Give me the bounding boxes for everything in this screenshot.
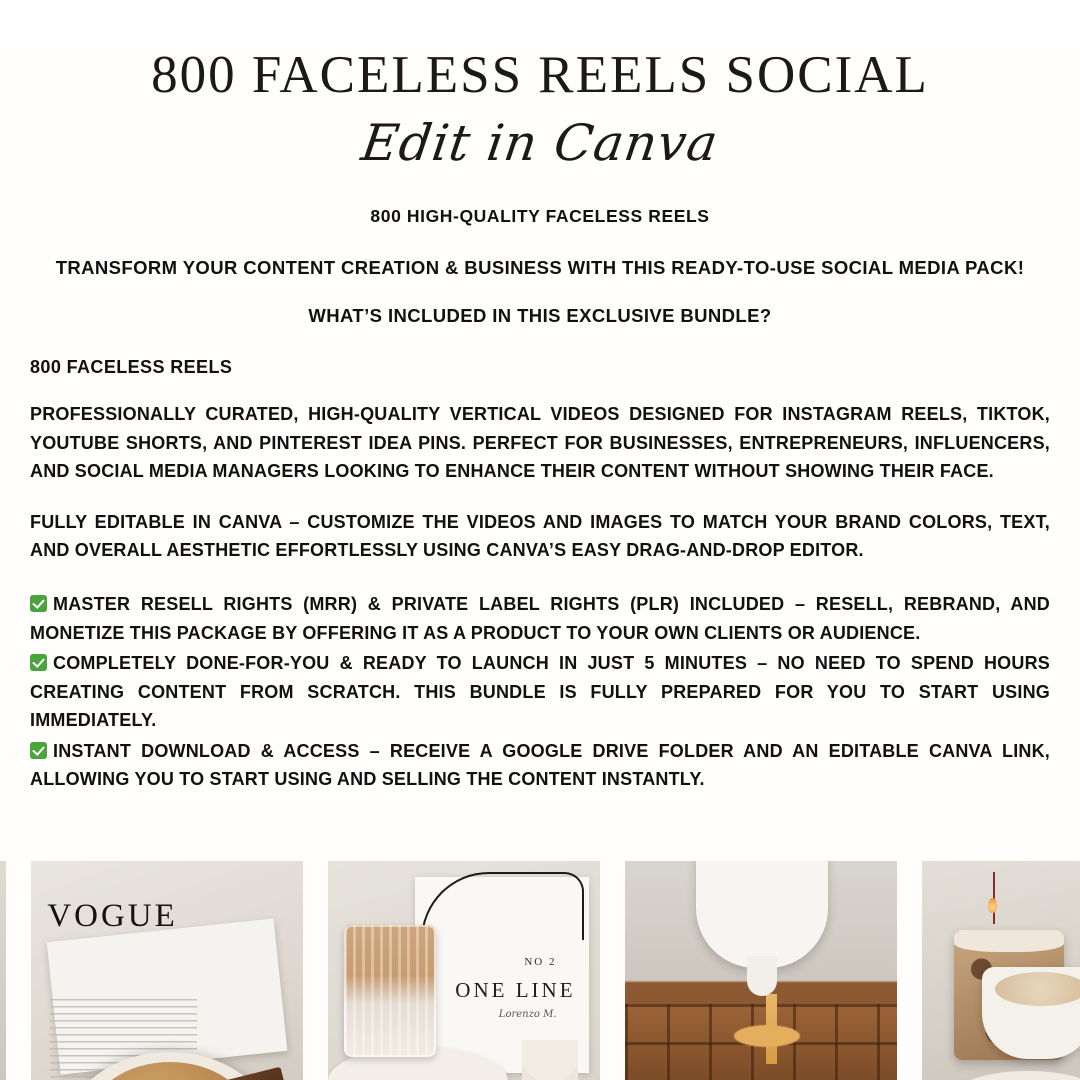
list-item-text: COMPLETELY DONE-FOR-YOU & READY TO LAUNCH IN JUST 5 MINUTES – NO NEED TO SPEND HOURS CREATING CONTENT FROM SCRATCH. THIS BUNDLE IS FULLY PREPARED FOR YOU TO START USING IMMEDIATELY. bbox=[30, 653, 1050, 731]
page-title: 800 FACELESS REELS SOCIAL bbox=[151, 46, 929, 104]
page-subtitle-script: Edit in Canva bbox=[357, 114, 723, 173]
section-heading: 800 FACELESS REELS bbox=[30, 357, 233, 378]
paragraph-1: PROFESSIONALLY CURATED, HIGH-QUALITY VERTICAL VIDEOS DESIGNED FOR INSTAGRAM REELS, TIKTOK, YOUTUBE SHORTS, AND PINTEREST IDEA PINS. PERFECT FOR BUSINESSES, ENTREPRENEURS, INFLUENCERS, AND SOCIAL MEDIA MANAGERS LOOKING TO ENHANCE THEIR CONTENT WITHOUT SHOWING THEIR FACE. bbox=[30, 404, 1050, 482]
paragraph-2: FULLY EDITABLE IN CANVA – CUSTOMIZE THE VIDEOS AND IMAGES TO MATCH YOUR BRAND COLORS, TEXT, AND OVERALL AESTHETIC EFFORTLESSLY USING CANVA’S EASY DRAG-AND-DROP EDITOR. bbox=[30, 511, 1050, 561]
list-item bbox=[30, 649, 1050, 734]
magazine-title: VOGUE bbox=[47, 898, 178, 935]
green-check-icon bbox=[30, 595, 47, 612]
print-number: NO 2 bbox=[524, 956, 557, 969]
feature-list bbox=[30, 590, 1050, 793]
thumbnail-waffle-pour bbox=[625, 861, 897, 1080]
print-title: ONE LINE bbox=[455, 977, 576, 1002]
image-gallery-strip bbox=[0, 861, 1080, 1080]
subtitle: 800 HIGH-QUALITY FACELESS REELS bbox=[370, 206, 710, 227]
tagline: TRANSFORM YOUR CONTENT CREATION & BUSINESS WITH THIS READY-TO-USE SOCIAL MEDIA PACK! bbox=[55, 257, 1025, 279]
thumbnail-candle-latte bbox=[922, 861, 1080, 1080]
thumbnail-vogue-magazine bbox=[31, 861, 303, 1080]
thumbnail-sliver bbox=[0, 861, 6, 1080]
question-heading: WHAT’S INCLUDED IN THIS EXCLUSIVE BUNDLE? bbox=[308, 305, 772, 327]
poster-page bbox=[0, 46, 1080, 1080]
list-item bbox=[30, 737, 1050, 794]
print-signature: Lorenzo M. bbox=[498, 1009, 557, 1021]
list-item-text: MASTER RESELL RIGHTS (MRR) & PRIVATE LABEL RIGHTS (PLR) INCLUDED – RESELL, REBRAND, AND MONETIZE THIS PACKAGE BY OFFERING IT AS A PRODUCT TO YOUR OWN CLIENTS OR AUDIENCE. bbox=[30, 594, 1050, 643]
green-check-icon bbox=[30, 742, 47, 759]
thumbnail-iced-latte-print bbox=[328, 861, 600, 1080]
list-item bbox=[30, 590, 1050, 647]
green-check-icon bbox=[30, 654, 47, 671]
body-content bbox=[0, 357, 1080, 793]
list-item-text: INSTANT DOWNLOAD & ACCESS – RECEIVE A GOOGLE DRIVE FOLDER AND AN EDITABLE CANVA LINK, ALLOWING YOU TO START USING AND SELLING THE CONTENT INSTANTLY. bbox=[30, 740, 1050, 790]
